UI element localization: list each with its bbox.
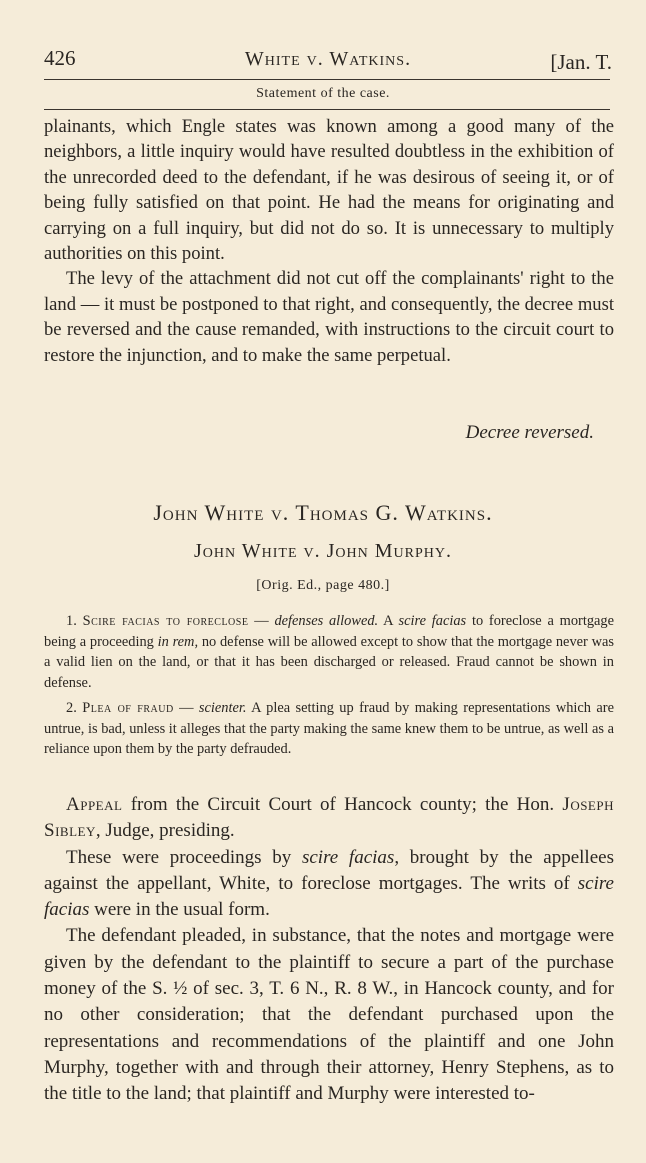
judge-name: Joseph Sibley xyxy=(44,794,614,842)
section-rule xyxy=(44,109,610,110)
opinion-paragraph: plainants, which Engle states was known among a good many of the neighbors, a little inquiry would have resulted doubtless in the exhibition of the unrecorded deed to the defendant, if he was desirous of seeing it, or of being fully satisfied on that point. He had the means for originating and carrying on a full inquiry, but did not do so. It is unnecessary to multiply authorities on this point. xyxy=(44,116,614,265)
headnote-number: 2. xyxy=(66,700,77,716)
continued-opinion xyxy=(44,114,614,368)
headnote-topic: Plea of fraud xyxy=(82,700,174,716)
headnote-text: A xyxy=(383,613,399,629)
appeal-text: from the Circuit Court of Hancock county; the Hon. xyxy=(122,794,563,815)
proceedings-text: , brought by the appellees against the appellant, White, to foreclose mortgages. The writs of xyxy=(44,846,614,894)
case-title-2: John White v. John Murphy. xyxy=(194,540,452,562)
appeal-paragraph xyxy=(44,792,614,845)
running-title: White v. Watkins. xyxy=(244,48,412,70)
term-label: [Jan. T. xyxy=(550,50,612,74)
statement-of-case xyxy=(44,792,614,1108)
proceedings-term: scire facias xyxy=(44,872,614,921)
headnote-text: to foreclose a mortgage being a proceeding xyxy=(44,613,614,650)
headnote-1: 1. Scire facias to foreclose — defenses allowed. A scire facias to foreclose a mortgage being a proceeding in rem, no defense will be allowed except to show that the mortgage never was a valid lien on the land, or that it has been discharged or released. Fraud cannot be shown in defense. xyxy=(44,613,614,691)
headnote-topic: Scire facias to foreclose xyxy=(82,613,249,629)
appeal-lead: Appeal xyxy=(66,794,123,815)
appeal-text: , Judge, presiding. xyxy=(95,820,235,842)
headnote-subtopic: defenses allowed. xyxy=(274,613,379,629)
running-header xyxy=(44,46,612,80)
proceedings-text: These were proceedings by xyxy=(66,846,302,868)
headnotes xyxy=(44,611,614,765)
headnote-text: no defense will be allowed except to show that the mortgage never was a valid lien on the land, or that it has been discharged or released. Fraud cannot be shown in defense. xyxy=(44,633,614,691)
headnote-2: 2. Plea of fraud — scienter. A plea setting up fraud by making representations which are untrue, is bad, unless it alleges that the party making the same knew them to be untrue, as well as a reliance upon them by the party defrauded. xyxy=(44,700,614,757)
proceedings-term: scire facias xyxy=(301,846,395,868)
headnote-subtopic: scienter. xyxy=(198,700,247,716)
header-rule xyxy=(44,79,610,80)
headnote-text: A plea setting up fraud by making representations which are untrue, is bad, unless it alleges that the party making the same knew them to be untrue, as well as a reliance upon them by the party defrauded. xyxy=(44,700,614,757)
plea-paragraph: The defendant pleaded, in substance, that the notes and mortgage were given by the defendant to the plaintiff to secure a part of the purchase money of the S. ½ of sec. 3, T. 6 N., R. 8 W., in Hancock county, and for no other consideration; that the defendant purchased upon the representations and recommendations of the plaintiff and one John Murphy, together with and through their attorney, Henry Stephens, as to the title to the land; that plaintiff and Murphy were interested to- xyxy=(44,925,614,1105)
headnote-term: scire facias xyxy=(398,613,467,629)
opinion-paragraph: The levy of the attachment did not cut off the complainants' right to the land — it must be postponed to that right, and consequently, the decree must be reversed and the cause remanded, with instructions to the circuit court to restore the injunction, and to make the same perpetual. xyxy=(44,268,614,366)
headnote-term: in rem, xyxy=(157,633,199,650)
proceedings-text: were in the usual form. xyxy=(89,899,270,921)
headnote-number: 1. xyxy=(66,613,77,629)
original-edition-ref: [Orig. Ed., page 480.] xyxy=(256,578,390,593)
page-number: 426 xyxy=(44,46,76,70)
case-title-1: John White v. Thomas G. Watkins. xyxy=(153,500,493,525)
proceedings-paragraph xyxy=(44,845,614,924)
verdict: Decree reversed. xyxy=(465,422,594,443)
section-label: Statement of the case. xyxy=(256,86,390,101)
